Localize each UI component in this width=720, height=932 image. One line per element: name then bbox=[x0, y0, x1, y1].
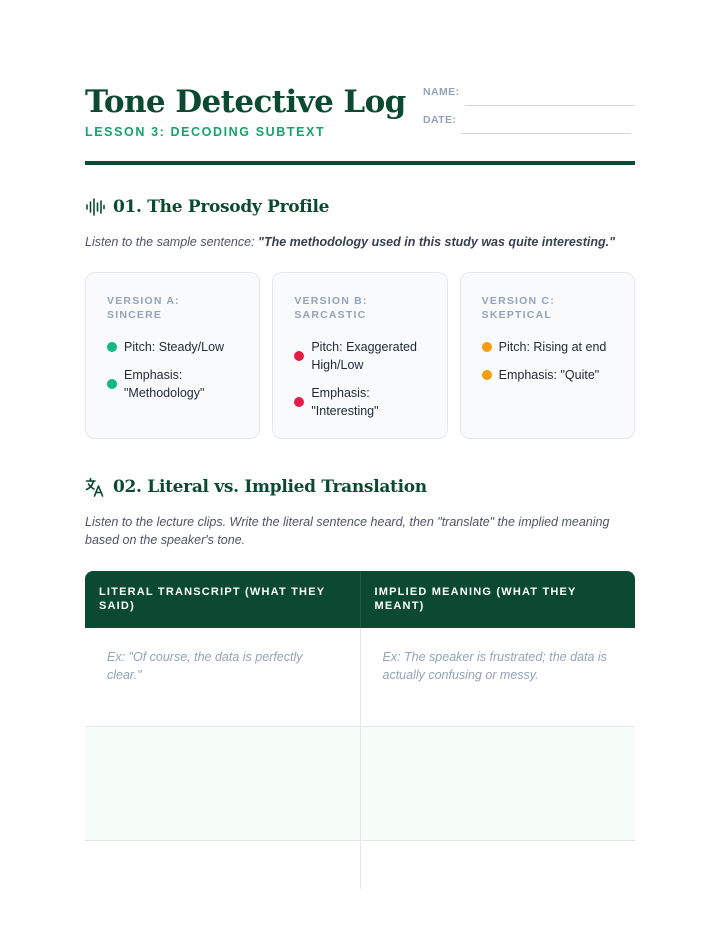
date-label: DATE: bbox=[423, 114, 457, 126]
card-title: VERSION B: SARCASTIC bbox=[294, 295, 368, 321]
column-header: IMPLIED MEANING (WHAT THEY MEANT) bbox=[360, 571, 636, 628]
table-row bbox=[85, 841, 635, 889]
date-input-line[interactable] bbox=[461, 133, 631, 134]
instruction-lead: Listen to the sample sentence: bbox=[85, 235, 259, 249]
table-cell[interactable] bbox=[85, 841, 360, 889]
translation-table bbox=[85, 571, 635, 889]
name-field[interactable] bbox=[423, 86, 635, 106]
bullet-dot-icon bbox=[294, 351, 304, 361]
audio-waveform-icon bbox=[85, 197, 105, 217]
table-cell[interactable]: Ex: "Of course, the data is perfectly clear." bbox=[107, 650, 303, 682]
version-card-skeptical bbox=[460, 272, 635, 439]
bullet-dot-icon bbox=[107, 379, 117, 389]
table-cell[interactable] bbox=[360, 727, 636, 840]
lesson-subtitle: LESSON 3: DECODING SUBTEXT bbox=[85, 125, 326, 139]
point-text: Emphasis: "Methodology" bbox=[124, 368, 205, 400]
worksheet-page bbox=[85, 0, 635, 932]
bullet-dot-icon bbox=[482, 370, 492, 380]
point-text: Pitch: Steady/Low bbox=[124, 340, 225, 354]
version-card-sarcastic bbox=[272, 272, 447, 439]
section-title: 02. Literal vs. Implied Translation bbox=[113, 477, 427, 497]
bullet-dot-icon bbox=[294, 397, 304, 407]
section-title: 01. The Prosody Profile bbox=[113, 197, 330, 217]
column-header: LITERAL TRANSCRIPT (WHAT THEY SAID) bbox=[99, 586, 326, 612]
version-card-sincere bbox=[85, 272, 260, 439]
section-instruction bbox=[85, 233, 635, 251]
version-cards bbox=[85, 272, 635, 439]
card-point bbox=[482, 338, 620, 356]
translate-icon bbox=[85, 477, 105, 497]
card-point bbox=[107, 338, 245, 356]
point-text: Emphasis: "Quite" bbox=[498, 368, 600, 382]
point-text: Pitch: Rising at end bbox=[498, 340, 607, 354]
point-text: Pitch: Exaggerated High/Low bbox=[311, 340, 417, 372]
table-row bbox=[85, 727, 635, 841]
name-input-line[interactable] bbox=[465, 105, 635, 106]
date-field[interactable] bbox=[423, 114, 635, 134]
table-cell[interactable] bbox=[85, 727, 360, 840]
name-label: NAME: bbox=[423, 86, 460, 98]
table-header bbox=[85, 571, 635, 628]
section-instruction: Listen to the lecture clips. Write the literal sentence heard, then "translate" the implied meaning based on the speaker's tone. bbox=[85, 515, 610, 547]
header-divider bbox=[85, 161, 635, 165]
table-cell[interactable] bbox=[360, 841, 636, 889]
card-point bbox=[107, 366, 245, 402]
section-prosody-heading bbox=[85, 197, 329, 217]
section-translation-heading bbox=[85, 477, 427, 497]
card-point bbox=[482, 366, 620, 384]
table-body bbox=[85, 628, 635, 889]
bullet-dot-icon bbox=[107, 342, 117, 352]
page-title: Tone Detective Log bbox=[85, 84, 406, 120]
sample-sentence: "The methodology used in this study was quite interesting." bbox=[258, 235, 616, 249]
card-point bbox=[294, 384, 432, 420]
point-text: Emphasis: "Interesting" bbox=[311, 386, 379, 418]
table-cell[interactable]: Ex: The speaker is frustrated; the data is actually confusing or messy. bbox=[360, 628, 636, 726]
table-row bbox=[85, 628, 635, 727]
card-point bbox=[294, 338, 432, 374]
bullet-dot-icon bbox=[482, 342, 492, 352]
card-title: VERSION C: SKEPTICAL bbox=[481, 295, 555, 321]
card-title: VERSION A: SINCERE bbox=[107, 295, 180, 321]
